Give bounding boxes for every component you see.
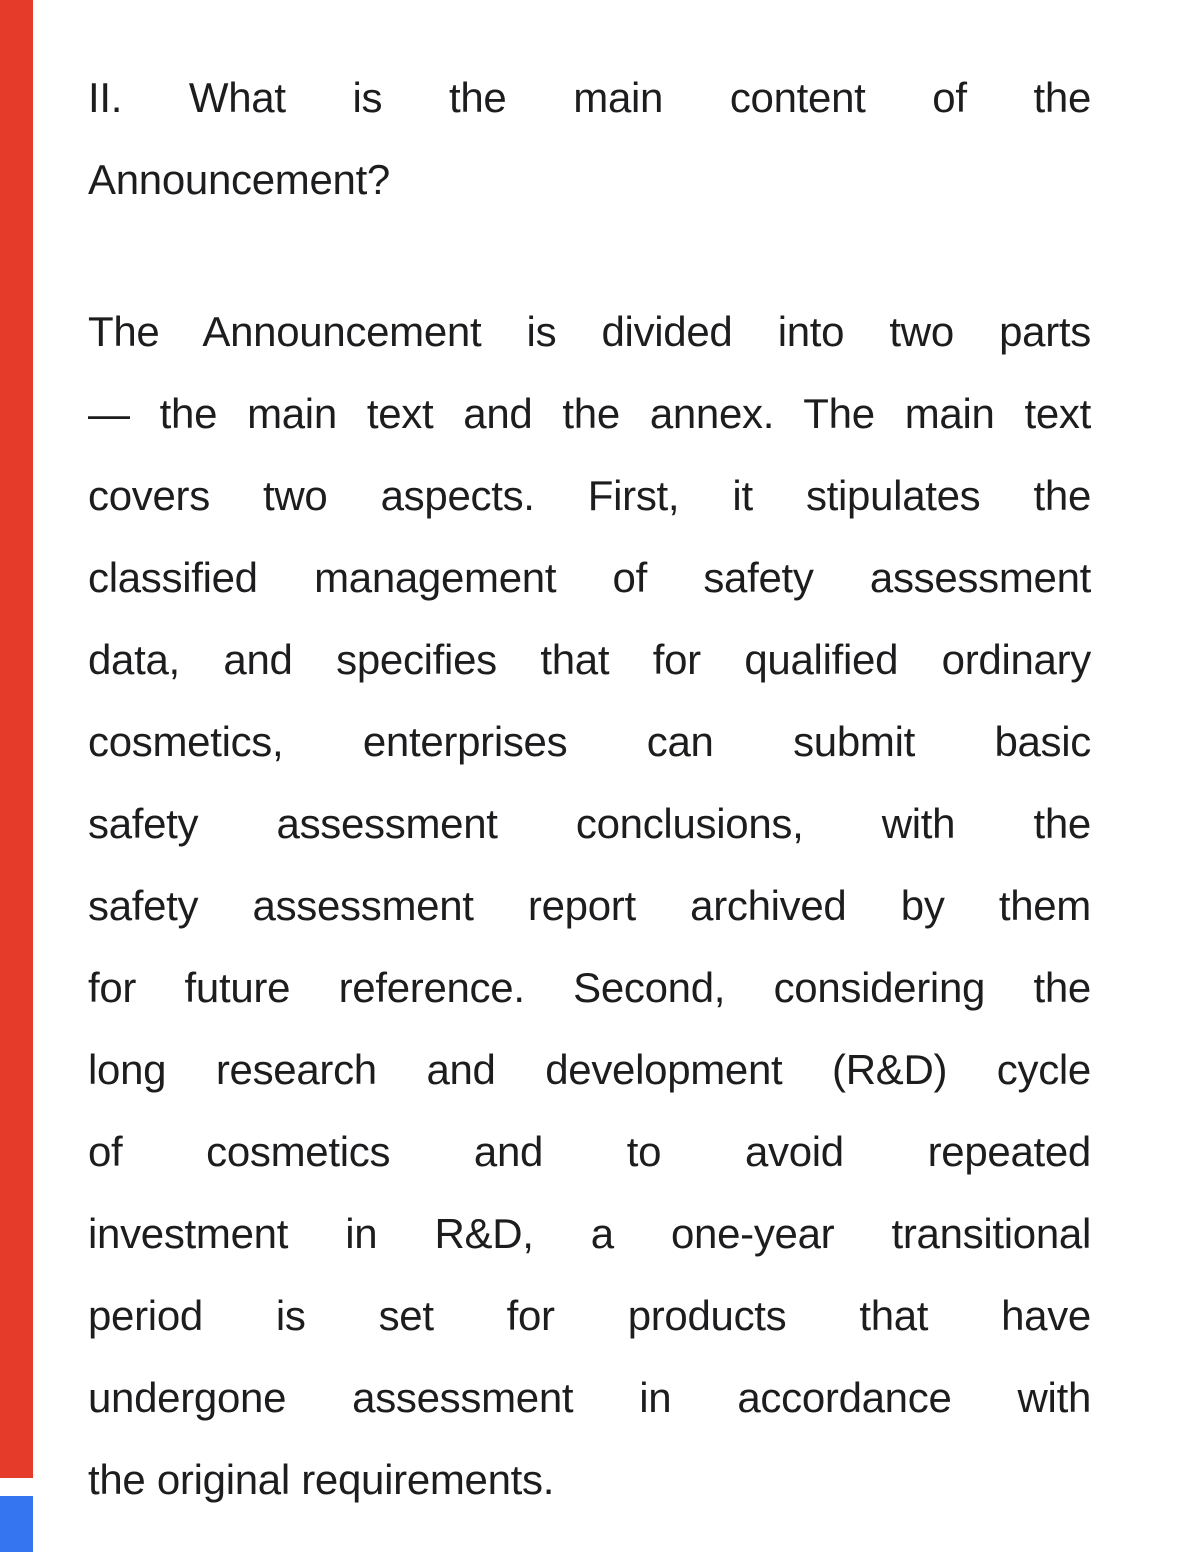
body-text-line: long research and development (R&D) cycle	[88, 1046, 1091, 1093]
heading-line: Announcement?	[88, 156, 390, 203]
body-text-line: of cosmetics and to avoid repeated	[88, 1128, 1091, 1175]
body-text-line: cosmetics, enterprises can submit basic	[88, 718, 1091, 765]
body-text-line: classified management of safety assessment	[88, 554, 1091, 601]
heading-line: II. What is the main content of the	[88, 74, 1091, 121]
left-edge-blue-marker-bar	[0, 1496, 33, 1552]
body-text-line: — the main text and the annex. The main text	[88, 390, 1091, 437]
article-content	[88, 0, 1091, 1521]
article-heading	[88, 57, 1091, 221]
body-text-line: the original requirements.	[88, 1456, 555, 1503]
body-text-line: safety assessment conclusions, with the	[88, 800, 1091, 847]
left-edge-red-marker-bar	[0, 0, 33, 1478]
body-text-line: covers two aspects. First, it stipulates the	[88, 472, 1091, 519]
body-text-line: The Announcement is divided into two parts	[88, 308, 1091, 355]
body-text-line: period is set for products that have	[88, 1292, 1091, 1339]
body-text-line: for future reference. Second, considering the	[88, 964, 1091, 1011]
body-text-line: investment in R&D, a one-year transitional	[88, 1210, 1091, 1257]
article-paragraph	[88, 291, 1091, 1521]
body-text-line: data, and specifies that for qualified ordinary	[88, 636, 1091, 683]
body-text-line: safety assessment report archived by them	[88, 882, 1091, 929]
body-text-line: undergone assessment in accordance with	[88, 1374, 1091, 1421]
